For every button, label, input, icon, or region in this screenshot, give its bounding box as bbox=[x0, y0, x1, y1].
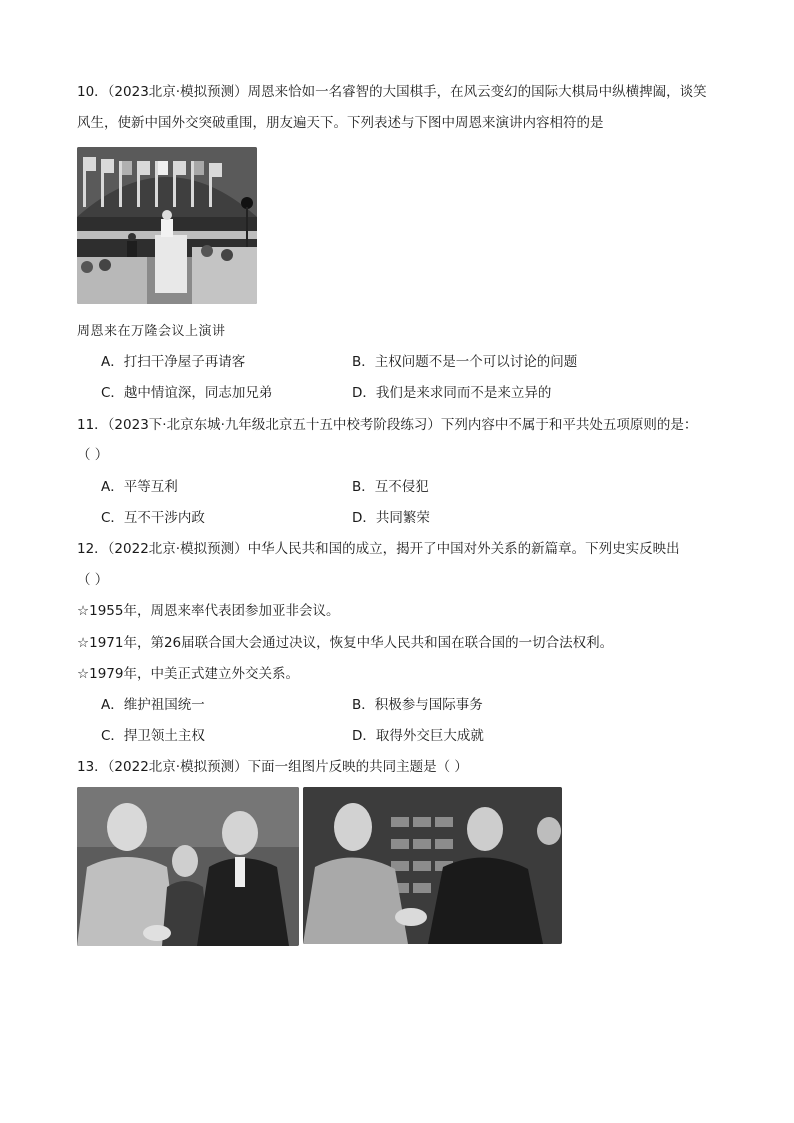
q12-stem-line2: （ ） bbox=[77, 572, 109, 588]
q12-fact-1971: ☆1971年，第26届联合国大会通过决议，恢复中华人民共和国在联合国的一切合法权利。 bbox=[77, 635, 614, 651]
q12-option-b: B．积极参与国际事务 bbox=[352, 697, 483, 713]
q11-option-a: A．平等互利 bbox=[101, 479, 178, 495]
q10-stem-line1: 10．（2023北京·模拟预测）周恩来恰如一名睿智的大国棋手，在风云变幻的国际大棋局中纵横捭阖，谈笑 bbox=[77, 84, 707, 100]
q11-option-c: C．互不干涉内政 bbox=[101, 510, 205, 526]
handshake-photo-2 bbox=[303, 787, 562, 944]
q12-stem-line1: 12．（2022北京·模拟预测）中华人民共和国的成立，揭开了中国对外关系的新篇章。下列史实反映出 bbox=[77, 541, 680, 557]
q12-fact-1955: ☆1955年，周恩来率代表团参加亚非会议。 bbox=[77, 603, 340, 619]
q11-stem-line1: 11．（2023下·北京东城·九年级北京五十五中校考阶段练习）下列内容中不属于和平共处五项原则的是： bbox=[77, 417, 698, 433]
q13-stem-line1: 13．（2022北京·模拟预测）下面一组图片反映的共同主题是（ ） bbox=[77, 759, 468, 775]
bandung-conference-photo bbox=[77, 147, 257, 304]
q10-stem-line2: 风生，使新中国外交突破重围，朋友遍天下。下列表述与下图中周恩来演讲内容相符的是 bbox=[77, 115, 604, 131]
q12-option-c: C．捍卫领土主权 bbox=[101, 728, 205, 744]
photo-caption: 周恩来在万隆会议上演讲 bbox=[77, 324, 226, 339]
q11-stem-line2: （ ） bbox=[77, 447, 109, 463]
q12-option-d: D．取得外交巨大成就 bbox=[352, 728, 484, 744]
q10-option-d: D．我们是来求同而不是来立异的 bbox=[352, 385, 552, 401]
q10-option-a: A．打扫干净屋子再请客 bbox=[101, 354, 246, 370]
q10-option-c: C．越中情谊深，同志加兄弟 bbox=[101, 385, 273, 401]
q11-option-d: D．共同繁荣 bbox=[352, 510, 430, 526]
q10-option-b: B．主权问题不是一个可以讨论的问题 bbox=[352, 354, 578, 370]
q11-option-b: B．互不侵犯 bbox=[352, 479, 429, 495]
handshake-photo-1 bbox=[77, 787, 299, 946]
q12-fact-1979: ☆1979年，中美正式建立外交关系。 bbox=[77, 666, 299, 682]
q12-option-a: A．维护祖国统一 bbox=[101, 697, 205, 713]
